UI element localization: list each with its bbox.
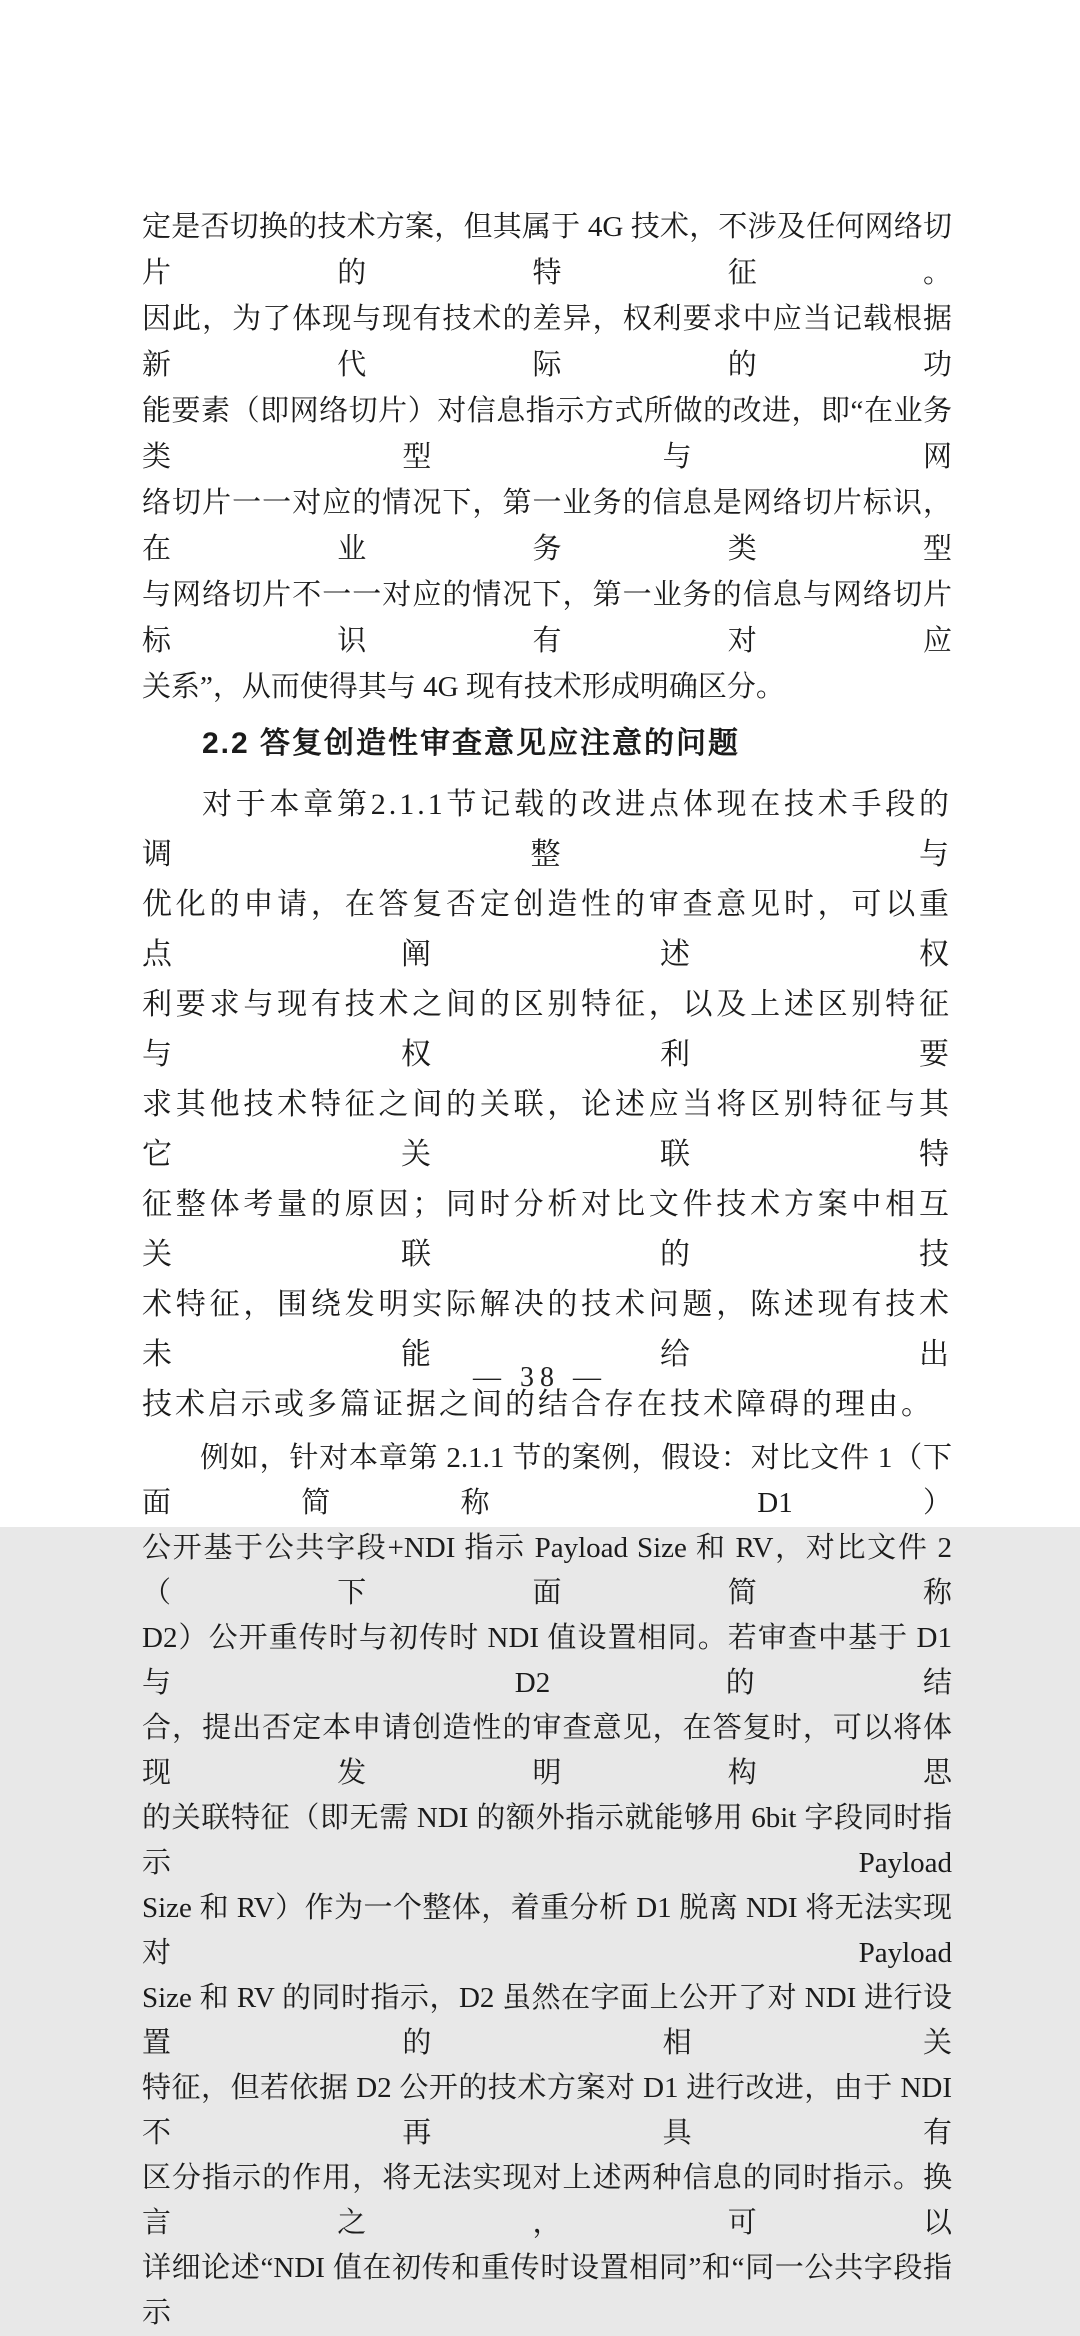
text-line: 技术启示或多篇证据之间的结合存在技术障碍的理由。	[142, 1388, 934, 1421]
text-line: 优化的申请，在答复否定创造性的审查意见时，可以重点阐述权	[142, 888, 952, 971]
text-line: 区分指示的作用，将无法实现对上述两种信息的同时指示。换言之，可以	[142, 2162, 952, 2239]
text-line: 的关联特征（即无需 NDI 的额外指示就能够用 6bit 字段同时指示 Payload	[142, 1802, 952, 1879]
text-line: 对于本章第2.1.1节记载的改进点体现在技术手段的调整与	[142, 788, 952, 871]
text-line: D2）公开重传时与初传时 NDI 值设置相同。若审查中基于 D1 与 D2 的结	[142, 1622, 952, 1699]
text-line: 利要求与现有技术之间的区别特征，以及上述区别特征与权利要	[142, 988, 952, 1071]
section-heading: 2.2 答复创造性审查意见应注意的问题	[202, 727, 741, 760]
paragraph-example	[142, 1436, 952, 2336]
text-line: 合，提出否定本申请创造性的审查意见，在答复时，可以将体现发明构思	[142, 1712, 952, 1789]
text-line: 术特征，围绕发明实际解决的技术问题，陈述现有技术未能给出	[142, 1288, 952, 1371]
text-line: 征整体考量的原因；同时分析对比文件技术方案中相互关联的技	[142, 1188, 952, 1271]
text-line: Size 和 RV）作为一个整体，着重分析 D1 脱离 NDI 将无法实现对 Payload	[142, 1892, 952, 1969]
text-line: 关系”，从而使得其与 4G 现有技术形成明确区分。	[142, 671, 785, 703]
text-line: 定是否切换的技术方案，但其属于 4G 技术，不涉及任何网络切片的特征。	[142, 211, 952, 289]
text-line: Size 和 RV 的同时指示，D2 虽然在字面上公开了对 NDI 进行设置的相关	[142, 1982, 952, 2059]
text-line: 络切片一一对应的情况下，第一业务的信息是网络切片标识，在业务类型	[142, 487, 952, 565]
paragraph-reply-guidance	[142, 780, 952, 1430]
text-line: 求其他技术特征之间的关联，论述应当将区别特征与其它关联特	[142, 1088, 952, 1171]
text-line: 因此，为了体现与现有技术的差异，权利要求中应当记载根据新代际的功	[142, 303, 952, 381]
page-number: — 38 —	[473, 1362, 607, 1393]
text-line: 例如，针对本章第 2.1.1 节的案例，假设：对比文件 1（下面简称 D1）	[142, 1442, 952, 1519]
text-line: 公开基于公共字段+NDI 指示 Payload Size 和 RV，对比文件 2（下面简称	[142, 1532, 952, 1609]
text-line: 详细论述“NDI 值在初传和重传时设置相同”和“同一公共字段指示	[142, 2252, 952, 2329]
text-line: 能要素（即网络切片）对信息指示方式所做的改进，即“在业务类型与网	[142, 395, 952, 473]
text-line: 与网络切片不一一对应的情况下，第一业务的信息与网络切片标识有对应	[142, 579, 952, 657]
page-content	[142, 204, 952, 2336]
text-line: 特征，但若依据 D2 公开的技术方案对 D1 进行改进，由于 NDI 不再具有	[142, 2072, 952, 2149]
paragraph-continuation	[142, 204, 952, 710]
